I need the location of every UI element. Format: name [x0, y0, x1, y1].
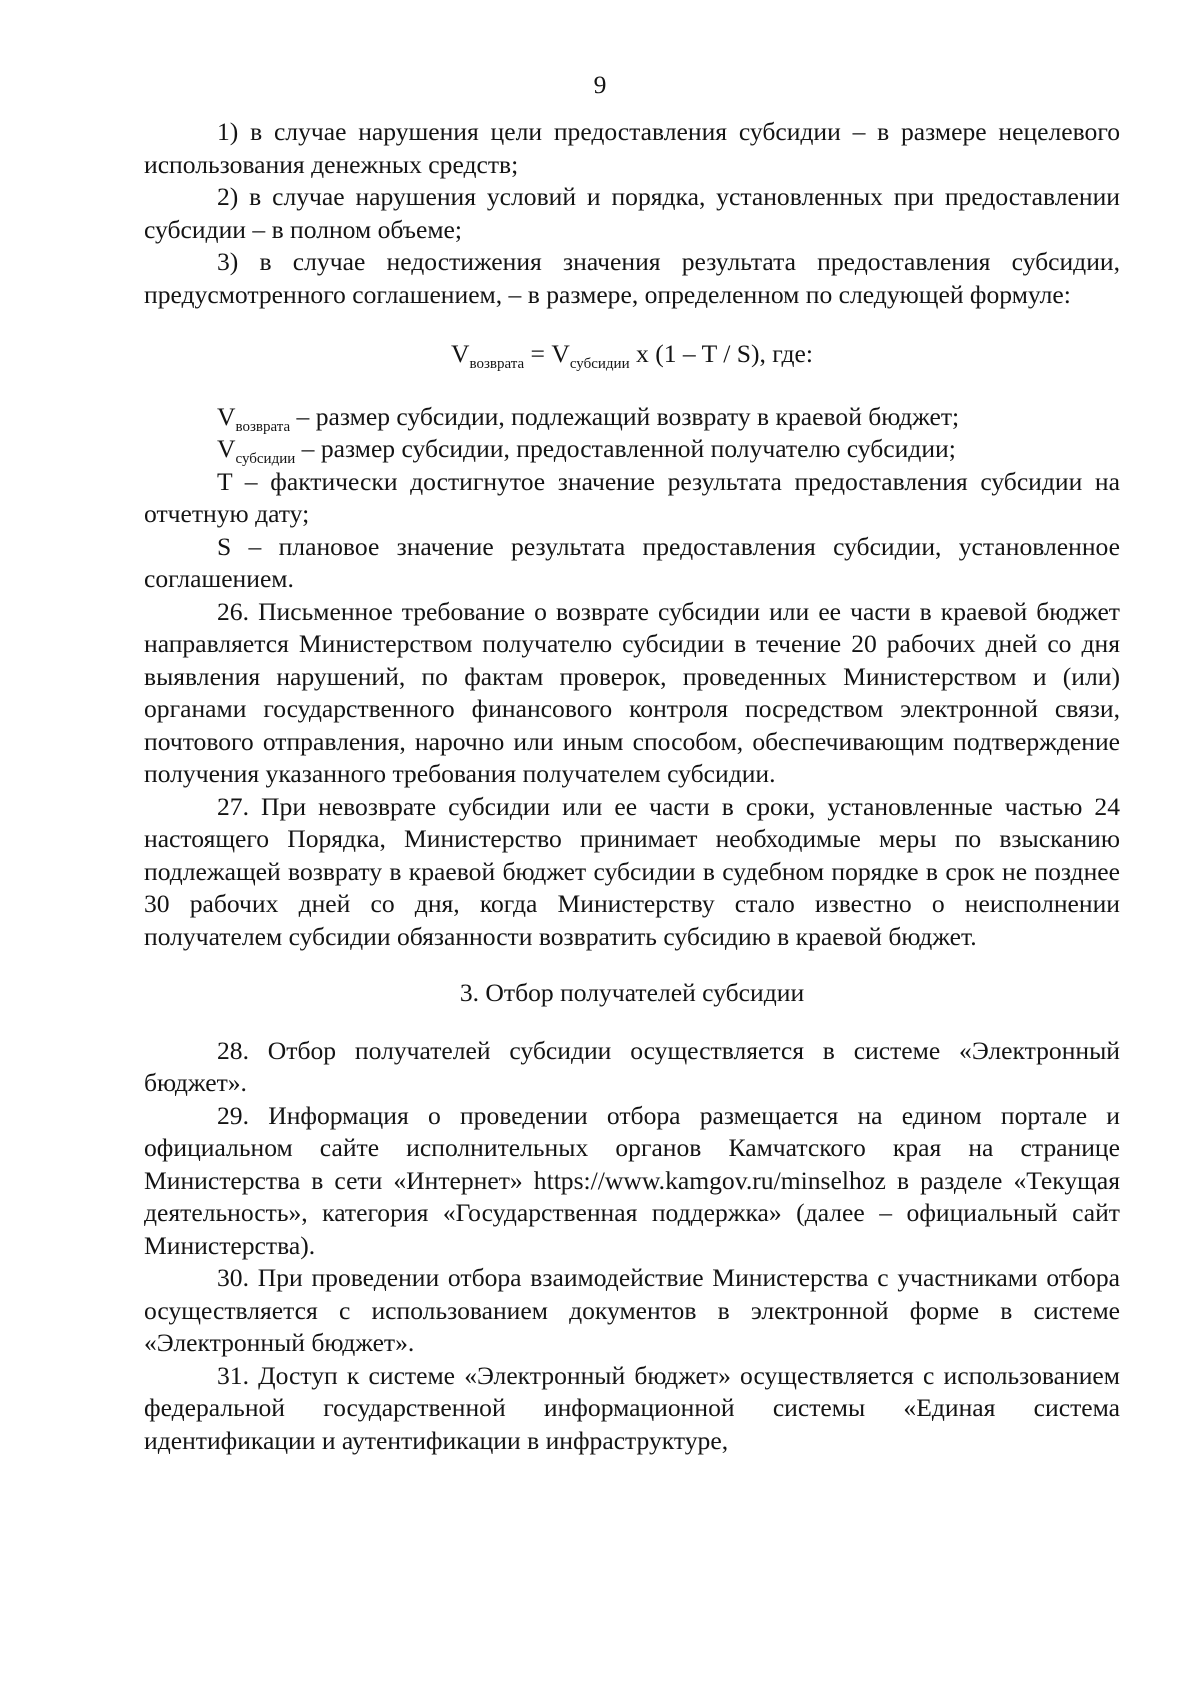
definition-sub-return: возврата [235, 418, 291, 435]
paragraph-item-3: 3) в случае недостижения значения результата предоставления субсидии, предусмотренного соглашением, – в размере, определенном по следующей формуле: [144, 247, 1120, 309]
definition-t: T – фактически достигнутое значение результата предоставления субсидии на отчетную дату; [144, 466, 1120, 528]
paragraph-28: 28. Отбор получателей субсидии осуществляется в системе «Электронный бюджет». [144, 1035, 1120, 1097]
definition-text: – размер субсидии, подлежащий возврату в краевой бюджет; [290, 401, 960, 431]
paragraph-item-1: 1) в случае нарушения цели предоставления субсидии – в размере нецелевого использования денежных средств; [144, 117, 1120, 179]
definition-v-return [144, 401, 1120, 434]
paragraph-26: 26. Письменное требование о возврате субсидии или ее части в краевой бюджет направляется Министерством получателю субсидии в течение 20 рабочих дней со дня выявления нарушений, по фактам проверок, проведенных Министерством и (или) органами государственного финансового контроля посредством электронной связи, почтового отправления, нарочно или иным способом, обеспечивающим подтверждение получения указанного требования получателем субсидии. [144, 596, 1120, 788]
paragraph-29: 29. Информация о проведении отбора размещается на едином портале и официальном сайте исполнительных органов Камчатского края на странице Министерства в сети «Интернет» https://www.kamgov.ru/minselhoz в разделе «Текущая деятельность», категория «Государственная поддержка» (далее – официальный сайт Министерства). [144, 1100, 1120, 1260]
definition-s: S – плановое значение результата предоставления субсидии, установленное соглашением. [144, 531, 1120, 593]
page-number: 9 [593, 70, 607, 99]
section-heading: 3. Отбор получателей субсидии [459, 978, 805, 1007]
paragraph-item-2: 2) в случае нарушения условий и порядка, установленных при предоставлении субсидии – в полном объеме; [144, 182, 1120, 244]
document-body [144, 116, 1120, 1457]
formula-v: V [551, 339, 570, 368]
paragraph-27: 27. При невозврате субсидии или ее части в сроки, установленные частью 24 настоящего Порядка, Министерство принимает необходимые меры по взысканию подлежащей возврату в краевой бюджет субсидии в судебном порядке в срок не позднее 30 рабочих дней со дня, когда Министерству стало известно о неисполнении получателем субсидии обязанности возвратить субсидию в краевой бюджет. [144, 791, 1120, 951]
definition-text: – размер субсидии, предоставленной получателю субсидии; [295, 434, 956, 463]
definition-v-subsidy [144, 433, 1120, 466]
paragraph-31: 31. Доступ к системе «Электронный бюджет» осуществляется с использованием федеральной государственной информационной системы «Единая система идентификации и аутентификации в инфраструктуре, [144, 1360, 1120, 1455]
formula-sub-subsidy: субсидии [569, 356, 630, 372]
definition-sub-subsidy: субсидии [235, 451, 296, 467]
formula-v: V [450, 339, 470, 368]
definition-v: V [217, 434, 236, 463]
definition-v: V [217, 401, 236, 431]
return-formula [144, 311, 1120, 401]
paragraph-30: 30. При проведении отбора взаимодействие Министерства с участниками отбора осуществляется с использованием документов в электронной форме в системе «Электронный бюджет». [144, 1263, 1120, 1357]
formula-equals: = [524, 339, 552, 368]
formula-tail: x (1 – T / S), где: [629, 339, 814, 368]
formula-sub-return: возврата [469, 356, 525, 372]
